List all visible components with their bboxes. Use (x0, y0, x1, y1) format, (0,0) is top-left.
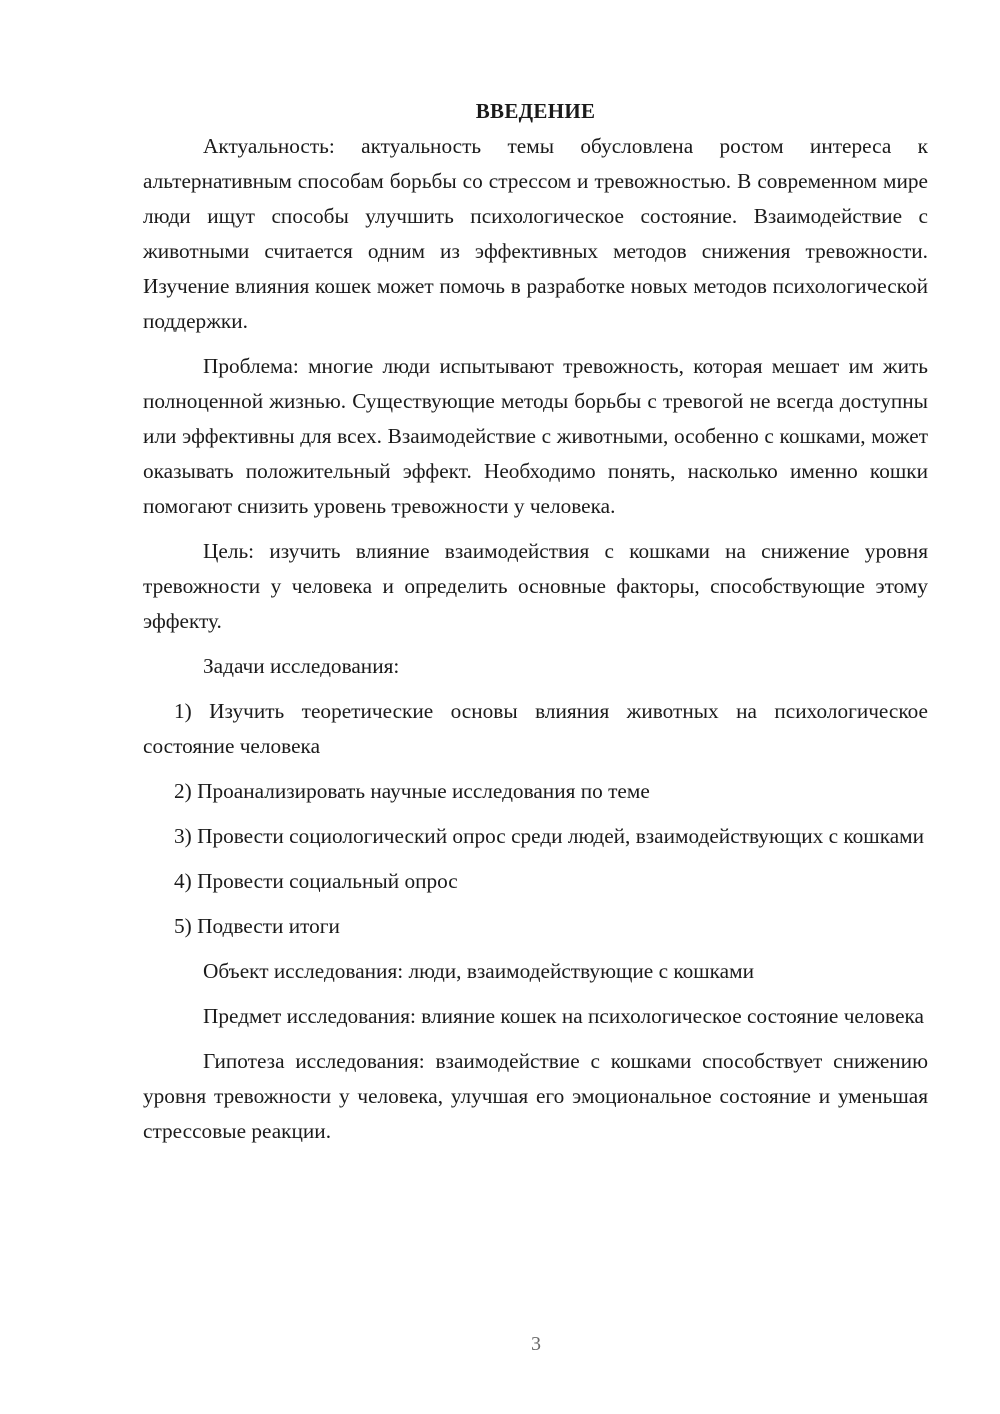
problem-paragraph: Проблема: многие люди испытывают тревожность, которая мешает им жить полноценной жизнью. Существующие методы борьбы с тревогой не всегда доступны или эффективны для всех. Взаимодействие с животными, особенно с кошками, может оказывать положительный эффект. Необходимо понять, насколько именно кошки помогают снизить уровень тревожности у человека. (143, 354, 928, 518)
task-item-4: 4) Провести социальный опрос (174, 869, 458, 893)
task-item-2: 2) Проанализировать научные исследования по теме (174, 779, 650, 803)
goal-paragraph: Цель: изучить влияние взаимодействия с кошками на снижение уровня тревожности у человека и определить основные факторы, способствующие этому эффекту. (143, 539, 928, 633)
page-number: 3 (531, 1333, 541, 1355)
hypothesis-paragraph: Гипотеза исследования: взаимодействие с кошками способствует снижению уровня тревожности у человека, улучшая его эмоциональное состояние и уменьшая стрессовые реакции. (143, 1049, 928, 1143)
task-item-3: 3) Провести социологический опрос среди людей, взаимодействующих с кошками (174, 824, 925, 848)
tasks-heading: Задачи исследования: (203, 654, 400, 678)
subject-paragraph: Предмет исследования: влияние кошек на психологическое состояние человека (203, 1004, 924, 1028)
object-paragraph: Объект исследования: люди, взаимодействующие с кошками (203, 959, 755, 983)
task-item-5: 5) Подвести итоги (174, 914, 340, 938)
document-page (143, 94, 928, 1149)
page-title: ВВЕДЕНИЕ (475, 99, 596, 123)
task-item-1: 1) Изучить теоретические основы влияния животных на психологическое состояние человека (143, 699, 928, 758)
relevance-paragraph: Актуальность: актуальность темы обусловлена ростом интереса к альтернативным способам борьбы со стрессом и тревожностью. В современном мире люди ищут способы улучшить психологическое состояние. Взаимодействие с животными считается одним из эффективных методов снижения тревожности. Изучение влияния кошек может помочь в разработке новых методов психологической поддержки. (143, 134, 928, 333)
